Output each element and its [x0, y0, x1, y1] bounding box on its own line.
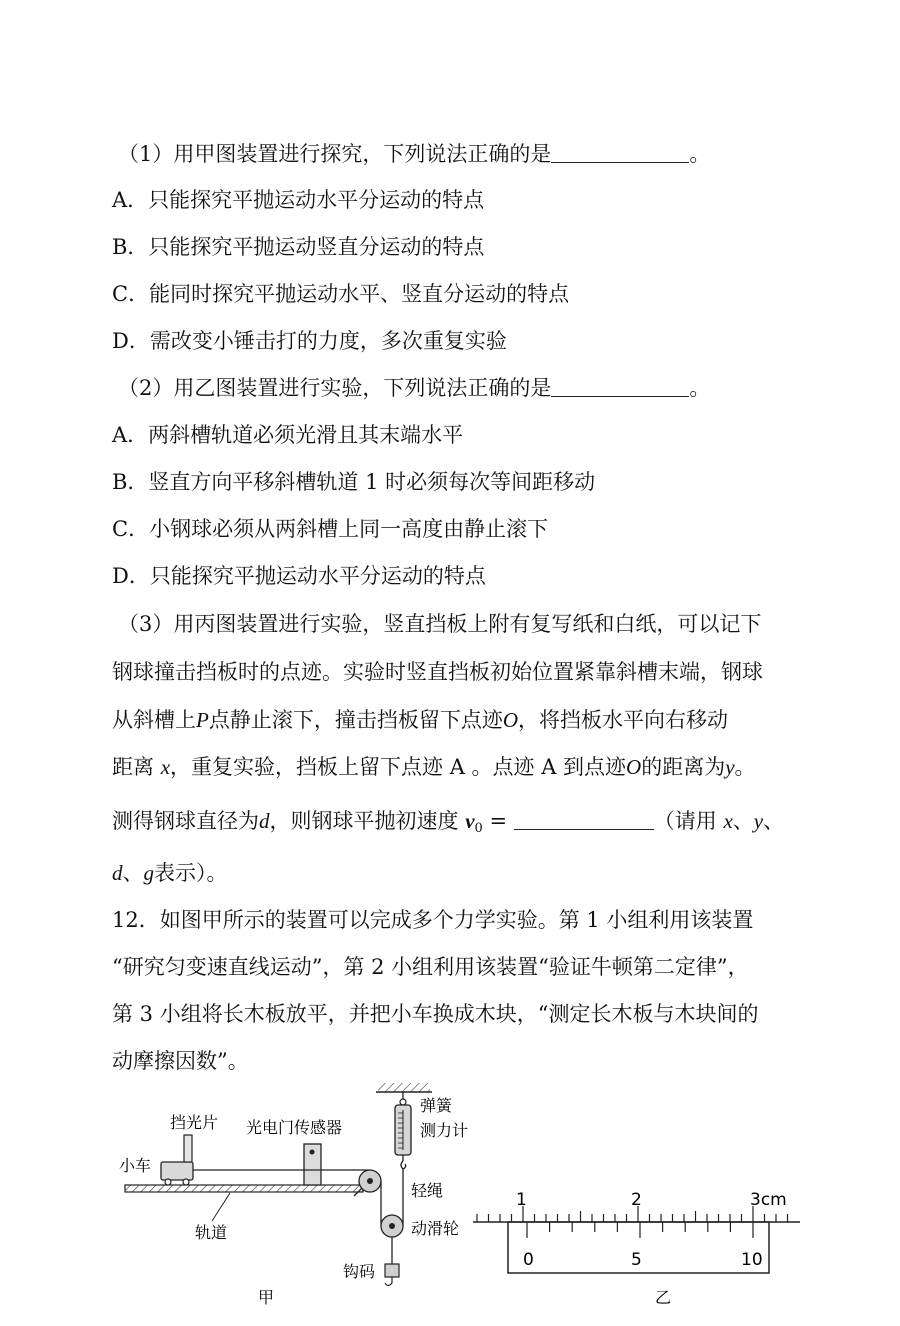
symbol-v: v — [465, 809, 475, 833]
q12-line4: 动摩擦因数”。 — [112, 1049, 249, 1073]
text: 的距离为 — [641, 755, 726, 779]
text: 测得钢球直径为 — [112, 809, 259, 833]
text: 表示）。 — [154, 861, 228, 885]
moving-pulley-axle — [389, 1223, 395, 1229]
main-label-2: 2 — [631, 1190, 642, 1210]
symbol-y: y — [753, 809, 764, 833]
symbol-o: O — [626, 755, 642, 779]
q11-part2-option-b: B．竖直方向平移斜槽轨道 1 时必须每次等间距移动 — [112, 470, 596, 494]
q11-part2-option-d: D．只能探究平抛运动水平分运动的特点 — [112, 564, 486, 588]
symbol-d: d — [112, 861, 123, 885]
separator: 、 — [763, 809, 785, 833]
q11-part2-option-c: C．小钢球必须从两斜槽上同一高度由静止滚下 — [112, 517, 549, 541]
symbol-o: O — [502, 708, 518, 732]
caption-jia: 甲 — [258, 1288, 275, 1307]
pulley-axle — [367, 1178, 373, 1184]
text: ，则钢球平抛初速度 — [269, 809, 466, 833]
text: ，将挡板水平向右移动 — [518, 708, 728, 732]
subscript-zero: 0 — [474, 821, 483, 836]
label-hook: 钩码 — [343, 1262, 376, 1281]
scale-ring — [400, 1099, 406, 1105]
caption-yi: 乙 — [655, 1288, 672, 1307]
separator: 、 — [122, 861, 144, 885]
stem-text: （1）用甲图装置进行探究，下列说法正确的是 — [118, 142, 552, 166]
shading-plate — [184, 1135, 192, 1162]
text: 点静止滚下，撞击挡板留下点迹 — [208, 708, 503, 732]
vernier-label-0: 0 — [523, 1250, 534, 1270]
text: （请用 — [653, 809, 724, 833]
symbol-g: g — [143, 861, 154, 885]
equals: = — [482, 809, 514, 833]
q11-part1-option-b: B．只能探究平抛运动竖直分运动的特点 — [112, 235, 485, 259]
symbol-d: d — [259, 809, 270, 833]
label-rope: 轻绳 — [411, 1181, 444, 1200]
label-spring: 弹簧 — [420, 1096, 453, 1115]
symbol-x: x — [723, 809, 733, 833]
symbol-y: y — [725, 755, 735, 779]
scale-hook — [401, 1161, 406, 1169]
text: ，重复实验，挡板上留下点迹 A 。点迹 A 到点迹 — [170, 755, 627, 779]
stem-end: 。 — [689, 376, 711, 400]
sensor-hole — [310, 1150, 315, 1155]
label-cart: 小车 — [119, 1156, 152, 1175]
label-pulley: 动滑轮 — [411, 1219, 460, 1238]
vernier-scale-ticks — [527, 1222, 753, 1238]
label-spring2: 测力计 — [420, 1121, 469, 1140]
symbol-p: P — [196, 708, 209, 732]
main-label-1: 1 — [516, 1190, 527, 1210]
label-sensor: 光电门传感器 — [246, 1118, 343, 1137]
q12-line1: 12．如图甲所示的装置可以完成多个力学实验。第 1 小组利用该装置 — [112, 908, 754, 932]
text: 。 — [734, 755, 756, 779]
q11-part2-option-a: A．两斜槽轨道必须光滑且其末端水平 — [112, 423, 464, 447]
stem-text: （2）用乙图装置进行实验，下列说法正确的是 — [118, 376, 552, 400]
hook-weight — [385, 1264, 399, 1277]
vernier-caliper — [473, 1190, 800, 1273]
cart — [161, 1162, 193, 1180]
separator: 、 — [732, 809, 754, 833]
q11-part1-option-a: A．只能探究平抛运动水平分运动的特点 — [112, 188, 485, 212]
vernier-label-10: 10 — [741, 1250, 763, 1270]
stem-end: 。 — [689, 142, 711, 166]
q12-line3: 第 3 小组将长木板放平，并把小车换成木块，“测定长木板与木块间的 — [112, 1002, 759, 1026]
q12-line2: “研究匀变速直线运动”，第 2 小组利用该装置“验证牛顿第二定律”， — [112, 955, 749, 979]
symbol-x: x — [160, 755, 171, 779]
text: 距离 — [112, 755, 161, 779]
q11-part1-option-c: C．能同时探究平抛运动水平、竖直分运动的特点 — [112, 282, 570, 306]
q11-part3-line1: （3）用丙图装置进行实验，竖直挡板上附有复写纸和白纸，可以记下 — [118, 612, 762, 636]
weight-hook — [385, 1277, 392, 1286]
label-track: 轨道 — [195, 1223, 228, 1242]
text: 从斜槽上 — [112, 708, 196, 732]
q11-part1-option-d: D．需改变小锤击打的力度，多次重复实验 — [112, 329, 507, 353]
vernier-label-5: 5 — [631, 1250, 642, 1270]
cart-wheel — [165, 1179, 171, 1185]
track-leader — [212, 1193, 230, 1221]
main-label-3cm: 3cm — [750, 1190, 787, 1210]
ceiling-hatch — [378, 1083, 430, 1092]
cart-wheel — [183, 1179, 189, 1185]
track — [125, 1185, 363, 1192]
label-shade: 挡光片 — [170, 1113, 219, 1132]
q11-part3-line2: 钢球撞击挡板时的点迹。实验时竖直挡板初始位置紧靠斜槽末端，钢球 — [112, 660, 763, 684]
